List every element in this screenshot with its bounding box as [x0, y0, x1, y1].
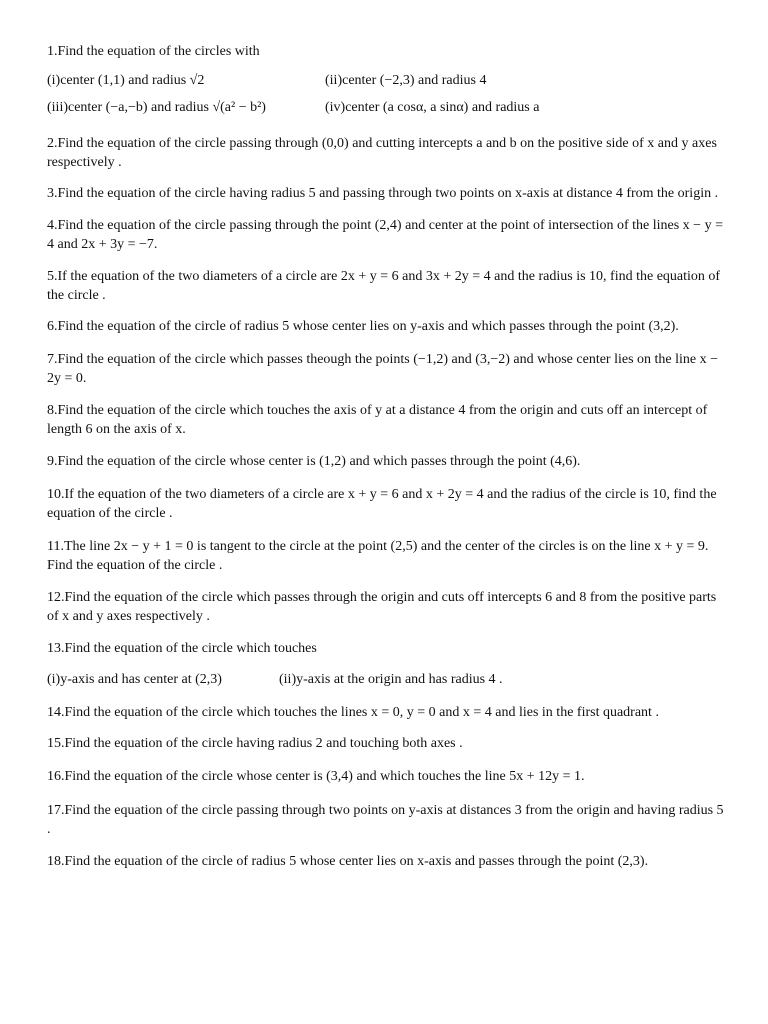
question-1-part-iv: (iv)center (a cosα, a sinα) and radius a — [325, 100, 540, 115]
question-14: 14.Find the equation of the circle which touches the lines x = 0, y = 0 and x = 4 and lies in the first quadrant . — [47, 705, 659, 720]
question-11: 11.The line 2x − y + 1 = 0 is tangent to the circle at the point (2,5) and the center of the circles is on the line x + y = 9. Find the equation of the circle . — [47, 539, 709, 573]
question-12: 12.Find the equation of the circle which passes through the origin and cuts off intercepts 6 and 8 from the positive parts of x and y axes respectively . — [47, 590, 717, 624]
question-1-part-i: (i)center (1,1) and radius √2 — [47, 73, 205, 88]
question-1-parts-row-1 — [47, 70, 727, 92]
question-5: 5.If the equation of the two diameters of a circle are 2x + y = 6 and 3x + 2y = 4 and the radius is 10, find the equation of the circle . — [47, 269, 721, 303]
question-13-parts-row — [47, 669, 727, 691]
worksheet — [47, 40, 727, 871]
question-3: 3.Find the equation of the circle having radius 5 and passing through two points on x-axis at distance 4 from the origin . — [47, 186, 719, 201]
question-2: 2.Find the equation of the circle passing through (0,0) and cutting intercepts a and b on the positive side of x and y axes respectively . — [47, 136, 717, 170]
question-10: 10.If the equation of the two diameters of a circle are x + y = 6 and x + 2y = 4 and the radius of the circle is 10, find the equation of the circle . — [47, 487, 717, 521]
question-18: 18.Find the equation of the circle of radius 5 whose center lies on x-axis and passes through the point (2,3). — [47, 854, 649, 869]
question-7: 7.Find the equation of the circle which passes theough the points (−1,2) and (3,−2) and whose center lies on the line x − 2y = 0. — [47, 352, 719, 386]
question-17: 17.Find the equation of the circle passing through two points on y-axis at distances 3 from the origin and having radius 5 . — [47, 803, 724, 837]
question-1-part-iii: (iii)center (−a,−b) and radius √(a² − b²) — [47, 100, 266, 115]
question-1-part-ii: (ii)center (−2,3) and radius 4 — [325, 73, 487, 88]
question-13: 13.Find the equation of the circle which touches — [47, 641, 317, 656]
question-9: 9.Find the equation of the circle whose center is (1,2) and which passes through the point (4,6). — [47, 454, 581, 469]
question-8: 8.Find the equation of the circle which touches the axis of y at a distance 4 from the origin and cuts off an intercept of length 6 on the axis of x. — [47, 403, 708, 437]
question-13-part-ii: (ii)y-axis at the origin and has radius 4 . — [279, 672, 503, 687]
question-15: 15.Find the equation of the circle having radius 2 and touching both axes . — [47, 736, 463, 751]
question-1: 1.Find the equation of the circles with — [47, 44, 260, 59]
question-16: 16.Find the equation of the circle whose center is (3,4) and which touches the line 5x + 12y = 1. — [47, 769, 585, 784]
question-4: 4.Find the equation of the circle passing through the point (2,4) and center at the point of intersection of the lines x − y = 4 and 2x + 3y = −7. — [47, 218, 723, 252]
question-13-part-i: (i)y-axis and has center at (2,3) — [47, 672, 222, 687]
question-1-parts-row-2 — [47, 97, 727, 119]
question-6: 6.Find the equation of the circle of radius 5 whose center lies on y-axis and which passes through the point (3,2). — [47, 319, 679, 334]
